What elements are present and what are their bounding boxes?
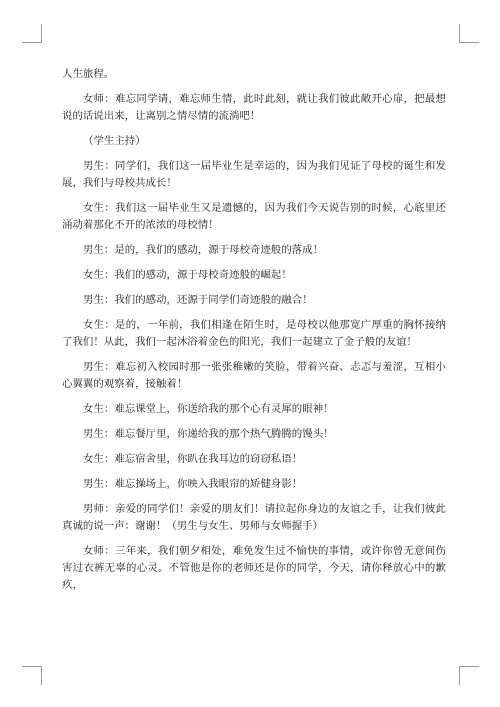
crop-mark-top-left-h bbox=[22, 42, 42, 43]
document-body bbox=[62, 66, 446, 602]
paragraph: 男师：亲爱的同学们！亲爱的朋友们！请拉起你身边的友谊之手，让我们彼此真诚的说一声：谢谢！（男生与女生、男师与女师握手） bbox=[62, 503, 446, 532]
paragraph: 男生：是的，我们的感动，源于母校奇迹般的落成！ bbox=[83, 244, 324, 256]
paragraph: 男生：难忘操场上，你映入我眼帘的矫健身影！ bbox=[83, 478, 303, 490]
crop-mark-top-left bbox=[41, 24, 42, 43]
paragraph: 女生：难忘宿舍里，你趴在我耳边的窃窃私语！ bbox=[83, 453, 303, 465]
paragraph: （学生主持） bbox=[83, 135, 146, 147]
paragraph: 男生：难忘餐厅里，你递给我的那个热气腾腾的馒头！ bbox=[83, 428, 334, 440]
paragraph: 男生：难忘初入校园时那一张张稚嫩的笑脸，带着兴奋、忐忑与羞涩，互相小心翼翼的观察着，接触着！ bbox=[62, 361, 446, 390]
crop-mark-bottom-left bbox=[41, 666, 42, 685]
crop-mark-top-right-h bbox=[459, 42, 479, 43]
crop-mark-top-right bbox=[459, 24, 460, 43]
paragraph: 女师：三年来，我们朝夕相处，难免发生过不愉快的事情，或许你曾无意间伤害过衣裤无辜的心灵。不管他是你的老师还是你的同学，今天，请你释放心中的歉疚， bbox=[62, 545, 446, 591]
crop-mark-bottom-right bbox=[459, 666, 460, 685]
paragraph: 女生：难忘课堂上，你送给我的那个心有灵犀的眼神！ bbox=[83, 403, 334, 415]
paragraph: 男生：我们的感动，还源于同学们奇迹般的融合！ bbox=[83, 294, 313, 306]
paragraph: 女师：难忘同学请，难忘师生情，此时此刻，就让我们彼此敞开心扉，把最想说的话说出来，让离别之情尽情的流淌吧！ bbox=[62, 93, 446, 122]
paragraph: 男生：同学们，我们这一届毕业生是幸运的，因为我们见证了母校的诞生和发展，我们与母校共成长！ bbox=[62, 160, 446, 189]
crop-mark-bottom-right-h bbox=[459, 666, 479, 667]
crop-mark-bottom-left-h bbox=[22, 666, 42, 667]
paragraph: 女生：我们的感动，源于母校奇迹般的崛起！ bbox=[83, 269, 292, 281]
paragraph: 女生：我们这一届毕业生又是遗憾的，因为我们今天说告别的时候，心底里还涌动着那化不开的浓浓的母校情！ bbox=[62, 202, 446, 231]
paragraph: 女生：是的，一年前，我们相逢在陌生时，是母校以他那宽广厚重的胸怀接纳了我们！从此，我们一起沐浴着金色的阳光，我们一起建立了金子般的友谊！ bbox=[62, 319, 446, 348]
paragraph: 人生旅程。 bbox=[62, 68, 115, 80]
